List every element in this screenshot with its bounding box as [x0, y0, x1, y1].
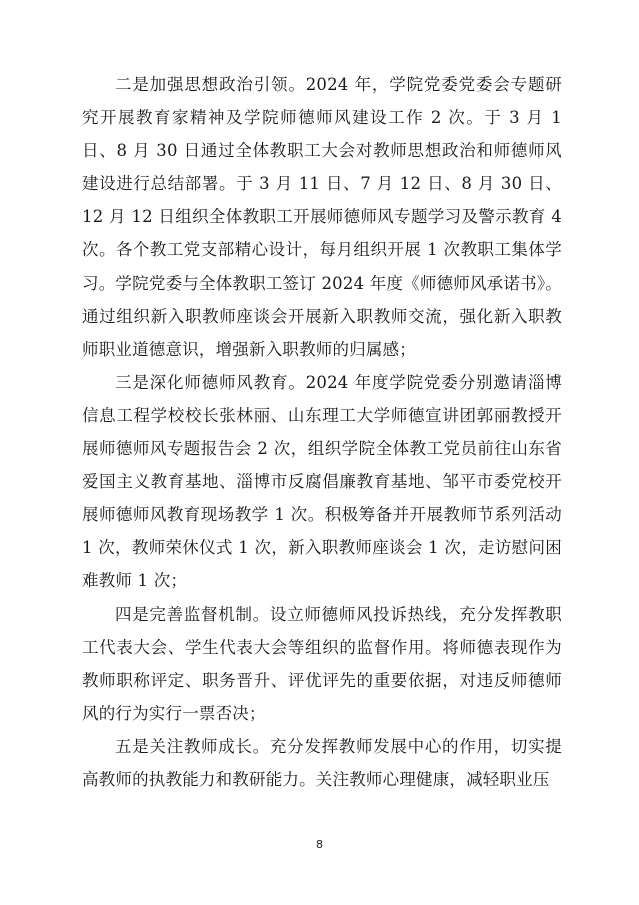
paragraph-teacher-growth: 五是关注教师成长。充分发挥教师发展中心的作用，切实提高教师的执教能力和教研能力。关注教师心理健康，减轻职业压 — [82, 736, 562, 789]
paragraph-ideological-guidance: 二是加强思想政治引领。2024 年，学院党委党委会专题研究开展教育家精神及学院师德师风建设工作 2 次。于 3 月 1 日、8 月 30 日通过全体教职工大会对教师思想政治和师德师风建设进行总结部署。于 3 月 11 日、7 月 12 日、8 月 30 日、12 月 12 日组织全体教职工开展师德师风专题学习及警示教育 4 次。各个教工党支部精心设计，每月组织开展 1 次教职工集体学习。学院党委与全体教职工签订 2024 年度《师德师风承诺书》。通过组织新入职教师座谈会开展新入职教师交流，强化新入职教师职业道德意识，增强新入职教师的归属感； — [82, 75, 562, 359]
paragraph-supervision-mechanism: 四是完善监督机制。设立师德师风投诉热线，充分发挥教职工代表大会、学生代表大会等组织的监督作用。将师德表现作为教师职称评定、职务晋升、评优评先的重要依据，对违反师德师风的行为实行一票否决； — [82, 604, 562, 723]
page-number: 8 — [316, 838, 323, 851]
body-text — [82, 68, 562, 796]
paragraph-ethics-education: 三是深化师德师风教育。2024 年度学院党委分别邀请淄博信息工程学校校长张林丽、山东理工大学师德宣讲团郭丽教授开展师德师风专题报告会 2 次，组织学院全体教工党员前往山东省爱国主义教育基地、淄博市反腐倡廉教育基地、邹平市委党校开展师德师风教育现场教学 1 次。积极筹备并开展教师节系列活动 1 次，教师荣休仪式 1 次，新入职教师座谈会 1 次，走访慰问困难教师 1 次； — [82, 372, 562, 591]
